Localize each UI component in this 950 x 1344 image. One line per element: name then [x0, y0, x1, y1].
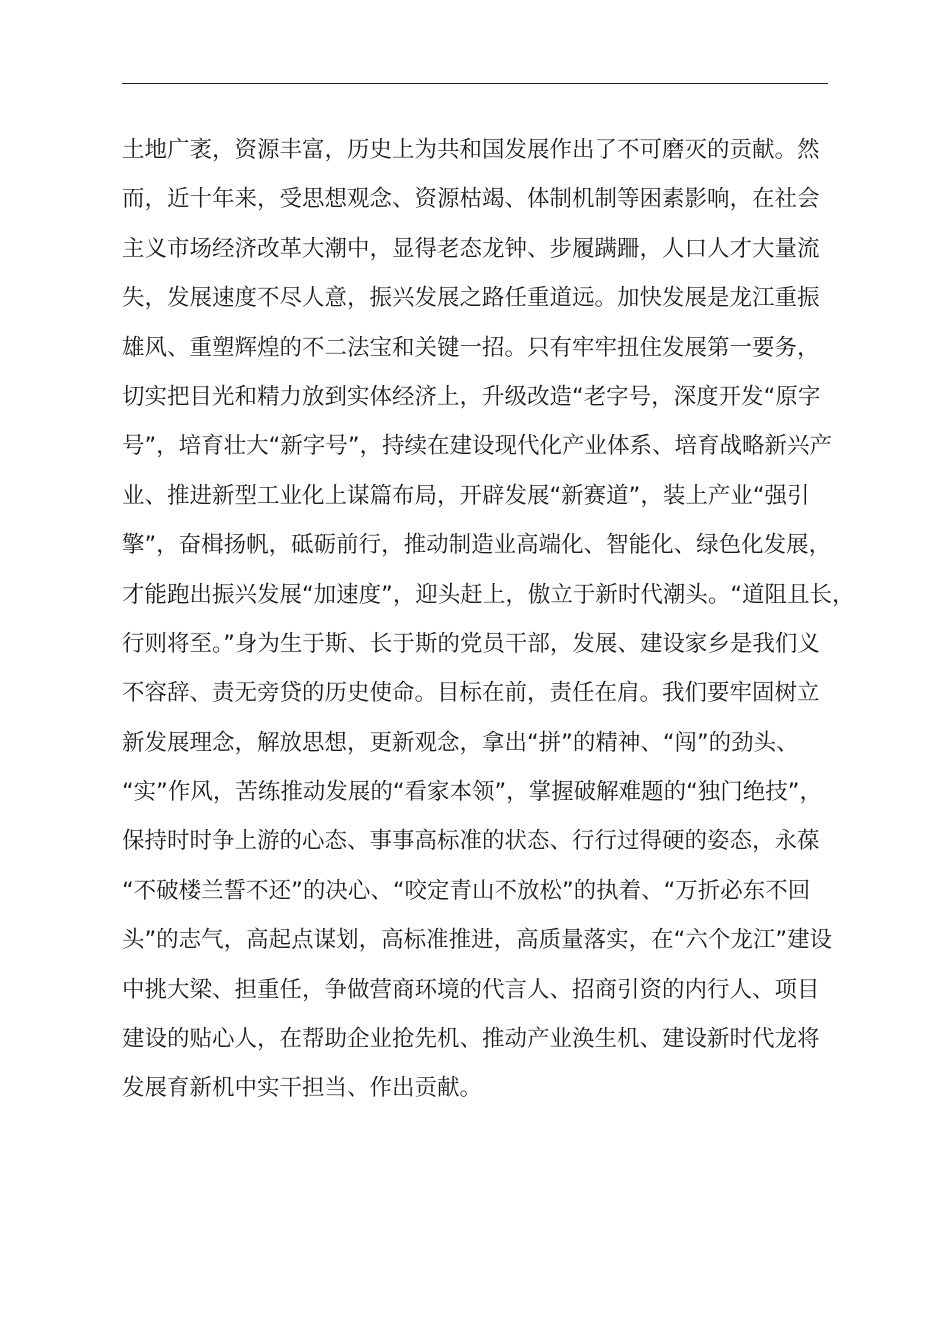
text-line-9: 擎”，奋楫扬帆，砥砺前行，推动制造业高端化、智能化、绿色化发展，: [122, 532, 832, 559]
text-line-1: 土地广袤，资源丰富，历史上为共和国发展作出了不可磨灭的贡献。然: [122, 137, 820, 163]
text-line-12: 不容辞、责无旁贷的历史使命。目标在前，责任在肩。我们要牢固树立: [122, 680, 820, 707]
text-line-13: 新发展理念，解放思想，更新观念，拿出“拼”的精神、“闯”的劲头、: [122, 729, 799, 756]
text-line-10: 才能跑出振兴发展“加速度”，迎头赶上，傲立于新时代潮头。“道阻且长，: [122, 581, 855, 608]
text-line-18: 中挑大梁、担重任，争做营商环境的代言人、招商引资的内行人、项目: [122, 976, 820, 1003]
text-line-6: 切实把目光和精力放到实体经济上，升级改造“老字号，深度开发“原字: [122, 383, 821, 410]
text-line-15: 保持时时争上游的心态、事事高标准的状态、行行过得硬的姿态，永葆: [122, 828, 820, 855]
text-line-7: 号”，培育壮大“新字号”，持续在建设现代化产业体系、培育战略新兴产: [122, 433, 832, 460]
text-line-3: 主义市场经济改革大潮中，显得老态龙钟、步履蹒跚，人口人才大量流: [122, 235, 820, 262]
body-paragraph: [122, 126, 855, 1114]
text-line-8: 业、推进新型工业化上谋篇布局，开辟发展“新赛道”，装上产业“强引: [122, 482, 810, 509]
text-line-20: 发展育新机中实干担当、作出贡献。: [122, 1075, 483, 1102]
text-line-16: “不破楼兰誓不还”的决心、“咬定青山不放松”的执着、“万折必东不回: [122, 877, 811, 904]
text-line-19: 建设的贴心人，在帮助企业抢先机、推动产业涣生机、建设新时代龙将: [122, 1026, 820, 1053]
text-line-4: 失，发展速度不尽人意，振兴发展之路任重道远。加快发展是龙江重振: [122, 285, 820, 312]
text-line-17: 头”的志气，高起点谋划，高标准推进，高质量落实，在“六个龙江”建设: [122, 927, 832, 954]
text-line-11: 行则将至。”身为生于斯、长于斯的党员干部，发展、建设家乡是我们义: [122, 630, 820, 657]
text-line-5: 雄风、重塑辉煌的不二法宝和关键一招。只有牢牢扭住发展第一要务，: [122, 334, 820, 361]
header-rule: [122, 83, 828, 84]
text-line-14: “实”作风，苦练推动发展的“看家本领”，掌握破解难题的“独门绝技”，: [122, 779, 822, 806]
text-line-2: 而，近十年来，受思想观念、资源枯竭、体制机制等困素影响，在社会: [122, 186, 820, 213]
